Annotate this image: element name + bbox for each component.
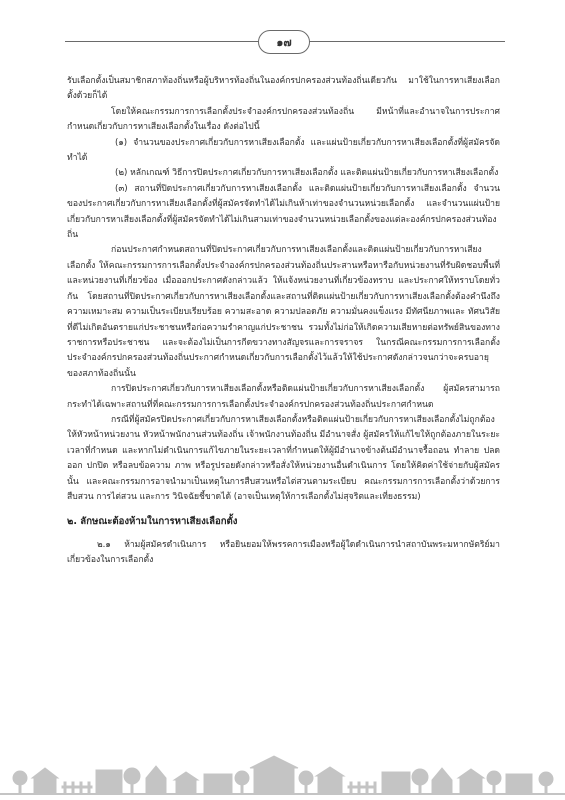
- list-item-3: (๓) สถานที่ปิดประกาศเกี่ยวกับการหาเสียงเลือกตั้ง และติดแผ่นป้ายเกี่ยวกับการหาเสียงเลือกตั้ง จำนวนของประกาศเกี่ยวกับการหาเสียงเลือกตั้งที่ผู้สมัครจัดทำได้ไม่เกินห้าเท่าของจำนวนหน่วยเลือกตั้ง และจำนวนแผ่นป้ายเกี่ยวกับการหาเสียงเลือกตั้งที่ผู้สมัครจัดทำได้ไม่เกินสามเท่าของจำนวนหน่วยเลือกตั้งของแต่ละองค์กรปกครองส่วนท้องถิ่น: [67, 183, 500, 241]
- document-body: [67, 74, 500, 569]
- footer-skyline-illustration: [0, 748, 565, 800]
- list-item-2: (๒) หลักเกณฑ์ วิธีการปิดประกาศเกี่ยวกับการหาเสียงเลือกตั้ง และติดแผ่นป้ายเกี่ยวกับการหาเสียงเลือกตั้ง: [115, 168, 499, 179]
- paragraph-posting-permitted: การปิดประกาศเกี่ยวกับการหาเสียงเลือกตั้งหรือติดแผ่นป้ายเกี่ยวกับการหาเสียงเลือกตั้ง ผู้สมัครสามารถกระทำได้เฉพาะสถานที่ที่คณะกรรมการการเลือกตั้งประจำองค์กรปกครองส่วนท้องถิ่นประกาศกำหนด: [67, 384, 500, 410]
- paragraph-location-rules: ก่อนประกาศกำหนดสถานที่ปิดประกาศเกี่ยวกับการหาเสียงเลือกตั้งและติดแผ่นป้ายเกี่ยวกับการหาเสียงเลือกตั้ง ให้คณะกรรมการการเลือกตั้งประจำองค์กรปกครองส่วนท้องถิ่นประสานหรือหารือกับหน่วยงานที่รับผิดชอบพื้นที่และหน่วยงานที่เกี่ยวข้อง เมื่อออกประกาศดังกล่าวแล้ว ให้แจ้งหน่วยงานที่เกี่ยวข้องทราบ และประกาศให้ทราบโดยทั่วกัน โดยสถานที่ปิดประกาศเกี่ยวกับการหาเสียงเลือกตั้งและสถานที่ติดแผ่นป้ายเกี่ยวกับการหาเสียงเลือกตั้งต้องคำนึงถึงความเหมาะสม ความเป็นระเบียบเรียบร้อย ความสะอาด ความปลอดภัย ความมั่นคงแข็งแรง มีทัศนียภาพและ ทัศนวิสัยที่ดีไม่เกิดอันตรายแก่ประชาชนหรือก่อความรำคาญแก่ประชาชน รวมทั้งไม่ก่อให้เกิดความเสียหายต่อทรัพย์สินของทางราชการหรือประชาชน และจะต้องไม่เป็นการกีดขวางทางสัญจรและการจราจร ในกรณีคณะกรรมการการเลือกตั้งประจำองค์กรปกครองส่วนท้องถิ่นประกาศกำหนดเกี่ยวกับการเลือกตั้งไว้แล้วให้ใช้ประกาศดังกล่าวจนกว่าจะครบอายุของสภาท้องถิ่นนั้น: [67, 245, 500, 379]
- paragraph-incorrect-posting: กรณีที่ผู้สมัครปิดประกาศเกี่ยวกับการหาเสียงเลือกตั้งหรือติดแผ่นป้ายเกี่ยวกับการหาเสียงเลือกตั้งไม่ถูกต้อง ให้หัวหน้าหน่วยงาน หัวหน้าพนักงานส่วนท้องถิ่น เจ้าพนักงานท้องถิ่น มีอำนาจสั่ง ผู้สมัครให้แก้ไขให้ถูกต้องภายในระยะเวลาที่กำหนด และหากไม่ดำเนินการแก้ไขภายในระยะเวลาที่กำหนดให้ผู้มีอำนาจข้างต้นมีอำนาจรื้อถอน ทำลาย ปลดออก ปกปิด หรือลบข้อความ ภาพ หรือรูปรอยดังกล่าวหรือสั่งให้หน่วยงานอื่นดำเนินการ โดยให้คิดค่าใช้จ่ายกับผู้สมัครนั้น และคณะกรรมการอาจนำมาเป็นเหตุในการสืบสวนหรือไต่สวนตามระเบียบ คณะกรรมการการเลือกตั้งว่าด้วยการสืบสวน การไต่สวน และการ วินิจฉัยชี้ขาดได้ (อาจเป็นเหตุให้การเลือกตั้งไม่สุจริตและเที่ยงธรรม): [67, 414, 500, 502]
- paragraph-intro: รับเลือกตั้งเป็นสมาชิกสภาท้องถิ่นหรือผู้บริหารท้องถิ่นในองค์กรปกครองส่วนท้องถิ่นเดียวกัน มาใช้ในการหาเสียงเลือกตั้งด้วยก็ได้: [67, 76, 500, 102]
- section-heading: ๒. ลักษณะต้องห้ามในการหาเสียงเลือกตั้ง: [67, 516, 238, 528]
- paragraph-committee-powers: โดยให้คณะกรรมการการเลือกตั้งประจำองค์กรปกครองส่วนท้องถิ่น มีหน้าที่และอำนาจในการประกาศกำหนดเกี่ยวกับการหาเสียงเลือกตั้งในเรื่อง ดังต่อไปนี้: [67, 106, 500, 133]
- list-item-1: (๑) จำนวนของประกาศเกี่ยวกับการหาเสียงเลือกตั้ง และแผ่นป้ายเกี่ยวกับการหาเสียงเลือกตั้งที่ผู้สมัครจัดทำได้: [67, 137, 500, 164]
- page-number: ๑๗: [258, 30, 310, 54]
- page-header: [0, 28, 565, 56]
- subsection-2-1: ๒.๑ ห้ามผู้สมัครดำเนินการ หรือยินยอมให้พรรคการเมืองหรือผู้ใดดำเนินการนำสถาบันพระมหากษัตริย์มาเกี่ยวข้องในการเลือกตั้ง: [67, 539, 500, 566]
